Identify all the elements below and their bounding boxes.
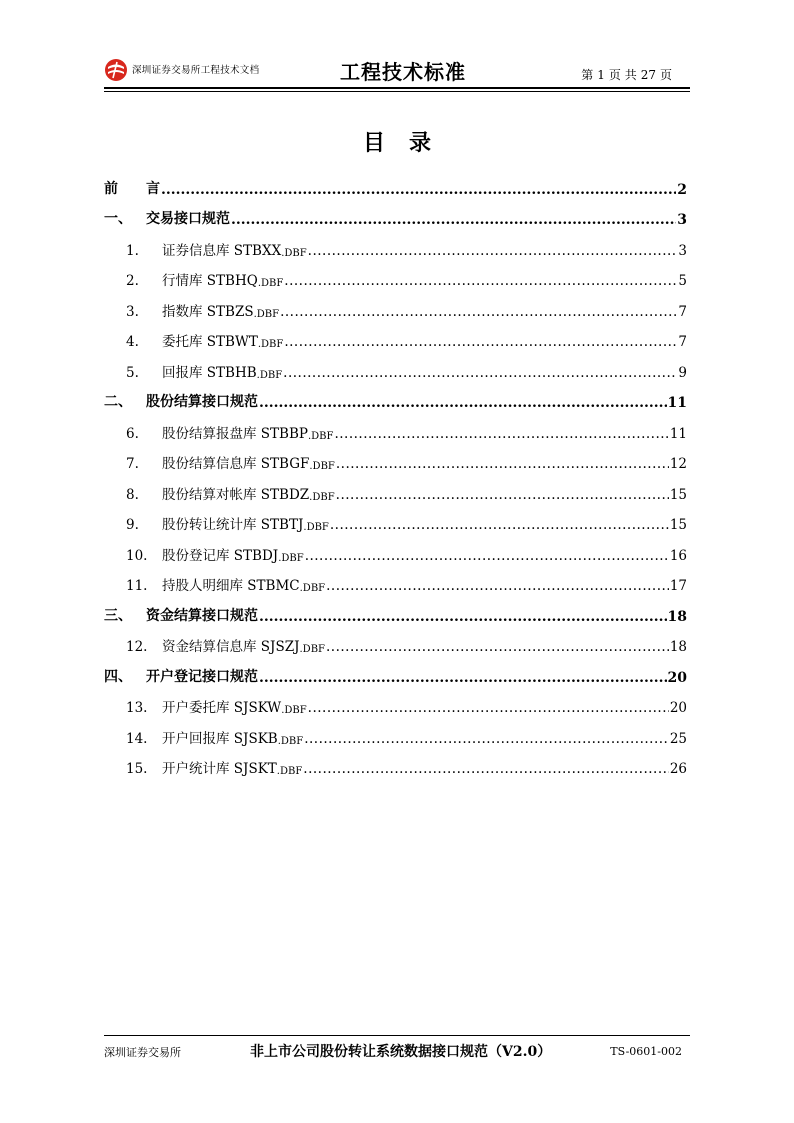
toc-page-number: 7 — [678, 334, 687, 350]
toc-entry-title: 前 言 — [104, 181, 160, 197]
toc-entry-extension: .DBF — [281, 248, 307, 259]
toc-section-entry[interactable] — [104, 206, 687, 228]
toc-entry-number: 13. — [126, 700, 148, 716]
toc-page-number: 26 — [669, 761, 687, 777]
page-current: 1 — [597, 68, 605, 82]
toc-page-number: 20 — [667, 670, 687, 686]
toc-entry-title: 股份结算报盘库 STBBP — [162, 426, 308, 442]
toc-entry-extension: .DBF — [257, 278, 284, 289]
toc-entry-title: 资金结算接口规范 — [146, 608, 258, 624]
footer-org: 深圳证券交易所 — [104, 1046, 181, 1059]
toc-entry-number: 11. — [126, 578, 148, 594]
header-rule-thick — [104, 87, 690, 89]
toc-section-entry[interactable] — [104, 664, 687, 686]
toc-entry-extension: .DBF — [299, 644, 325, 655]
toc-page-number: 3 — [677, 212, 687, 228]
header-title: 工程技术标准 — [340, 60, 466, 84]
toc-dot-leader — [326, 639, 669, 655]
toc-entry-number: 10. — [126, 548, 148, 564]
page-total: 27 — [640, 68, 656, 82]
toc-entry-title: 证券信息库 STBXX — [162, 243, 282, 259]
toc-section-entry[interactable] — [104, 603, 687, 625]
toc-entry-extension: .DBF — [257, 339, 284, 350]
toc-entry-number: 8. — [126, 487, 139, 503]
toc-item-entry[interactable] — [104, 694, 687, 716]
toc-entry-title: 资金结算信息库 SJSZJ — [162, 639, 300, 655]
toc-item-entry[interactable] — [104, 755, 687, 777]
toc-dot-leader — [330, 517, 669, 533]
toc-dot-leader — [284, 334, 677, 350]
toc-dot-leader — [280, 304, 677, 320]
toc-entry-title: 交易接口规范 — [146, 211, 230, 227]
toc-section-entry[interactable] — [104, 389, 687, 411]
toc-entry-number: 一、 — [104, 211, 132, 227]
toc-item-entry[interactable] — [104, 725, 687, 747]
szse-logo-icon — [104, 58, 128, 82]
toc-entry-extension: .DBF — [256, 370, 283, 381]
toc-entry-number: 5. — [126, 365, 139, 381]
toc-entry-number: 三、 — [104, 608, 132, 624]
toc-entry-extension: .DBF — [309, 461, 335, 472]
toc-dot-leader — [283, 365, 677, 381]
footer-doc-code: TS-0601-002 — [610, 1045, 682, 1058]
toc-dot-leader — [304, 731, 669, 747]
document-title: 目录 — [362, 130, 455, 156]
toc-entry-extension: .DBF — [276, 766, 303, 777]
toc-entry-number: 14. — [126, 731, 148, 747]
toc-dot-leader — [231, 212, 676, 228]
toc-page-number: 12 — [669, 456, 687, 472]
toc-page-number: 11 — [669, 426, 687, 442]
toc-dot-leader — [284, 273, 677, 289]
toc-entry-extension: .DBF — [277, 736, 304, 747]
toc-page-number: 15 — [669, 487, 687, 503]
toc-item-entry[interactable] — [104, 572, 687, 594]
page-header — [104, 56, 690, 90]
footer-doc-title: 非上市公司股份转让系统数据接口规范（V2.0） — [250, 1044, 552, 1060]
toc-entry-title: 开户登记接口规范 — [146, 669, 258, 685]
toc-entry-number: 15. — [126, 761, 148, 777]
toc-page-number: 3 — [678, 243, 687, 259]
toc-dot-leader — [336, 487, 669, 503]
toc-entry-number: 二、 — [104, 394, 132, 410]
page-mid: 页 共 — [608, 68, 637, 82]
toc-item-entry[interactable] — [104, 237, 687, 259]
toc-dot-leader — [308, 700, 669, 716]
toc-entry-title: 持股人明细库 STBMC — [162, 578, 300, 594]
toc-page-number: 18 — [669, 639, 687, 655]
toc-entry-number: 1. — [126, 243, 139, 259]
toc-entry-title: 股份结算信息库 STBGF — [162, 456, 310, 472]
toc-item-entry[interactable] — [104, 359, 687, 381]
toc-item-entry[interactable] — [104, 511, 687, 533]
toc-dot-leader — [303, 761, 669, 777]
toc-entry-title: 股份结算对帐库 STBDZ — [162, 487, 310, 503]
toc-entry-title: 委托库 STBWT — [162, 334, 258, 350]
toc-item-entry[interactable] — [104, 633, 687, 655]
toc-entry-extension: .DBF — [307, 431, 334, 442]
toc-entry-number: 四、 — [104, 669, 132, 685]
toc-entry-title: 开户统计库 SJSKT — [162, 761, 277, 777]
toc-entry-extension: .DBF — [303, 522, 329, 533]
toc-dot-leader — [334, 426, 668, 442]
toc-dot-leader — [336, 456, 669, 472]
toc-entry-title: 股份转让统计库 STBTJ — [162, 517, 304, 533]
toc-entry-extension: .DBF — [281, 705, 307, 716]
toc-page-number: 25 — [669, 731, 687, 747]
toc-page-number: 11 — [667, 395, 687, 411]
toc-entry-number: 7. — [126, 456, 139, 472]
toc-entry-number: 4. — [126, 334, 139, 350]
toc-dot-leader — [259, 609, 667, 625]
toc-entry-number: 2. — [126, 273, 139, 289]
toc-page-number: 18 — [667, 609, 687, 625]
toc-page-number: 15 — [669, 517, 687, 533]
toc-dot-leader — [161, 182, 676, 198]
toc-item-entry[interactable] — [104, 481, 687, 503]
toc-entry-title: 行情库 STBHQ — [162, 273, 258, 289]
header-rule-thin — [104, 91, 690, 92]
toc-page-number: 9 — [678, 365, 687, 381]
toc-entry-number: 6. — [126, 426, 139, 442]
toc-entry-number: 9. — [126, 517, 139, 533]
toc-dot-leader — [259, 670, 667, 686]
toc-entry-title: 开户回报库 SJSKB — [162, 731, 278, 747]
toc-item-entry[interactable] — [104, 420, 687, 442]
toc-page-number: 17 — [669, 578, 687, 594]
toc-entry-title: 指数库 STBZS — [162, 304, 254, 320]
toc-page-number: 5 — [678, 273, 687, 289]
toc-item-entry[interactable] — [104, 267, 687, 289]
toc-section-entry[interactable] — [104, 176, 687, 198]
footer-rule — [104, 1035, 690, 1036]
toc-entry-extension: .DBF — [253, 309, 280, 320]
page-suffix: 页 — [659, 68, 672, 82]
header-page-counter — [579, 66, 674, 83]
toc-dot-leader — [308, 243, 678, 259]
toc-entry-number: 3. — [126, 304, 139, 320]
toc-entry-title: 股份结算接口规范 — [146, 394, 258, 410]
toc-entry-extension: .DBF — [299, 583, 326, 594]
toc-entry-title: 股份登记库 STBDJ — [162, 548, 279, 564]
toc-page-number: 2 — [677, 182, 687, 198]
toc-item-entry[interactable] — [104, 328, 687, 350]
toc-entry-extension: .DBF — [278, 553, 304, 564]
toc-entry-title: 回报库 STBHB — [162, 365, 257, 381]
page-prefix: 第 — [581, 68, 594, 82]
toc-page-number: 20 — [669, 700, 687, 716]
toc-page-number: 16 — [669, 548, 687, 564]
toc-dot-leader — [305, 548, 669, 564]
toc-dot-leader — [326, 578, 669, 594]
toc-item-entry[interactable] — [104, 542, 687, 564]
toc-entry-number: 12. — [126, 639, 148, 655]
toc-dot-leader — [259, 395, 667, 411]
toc-page-number: 7 — [678, 304, 687, 320]
toc-entry-title: 开户委托库 SJSKW — [162, 700, 282, 716]
toc-item-entry[interactable] — [104, 450, 687, 472]
toc-item-entry[interactable] — [104, 298, 687, 320]
header-org-name: 深圳证券交易所工程技术文档 — [132, 65, 260, 76]
toc-entry-extension: .DBF — [309, 492, 335, 503]
